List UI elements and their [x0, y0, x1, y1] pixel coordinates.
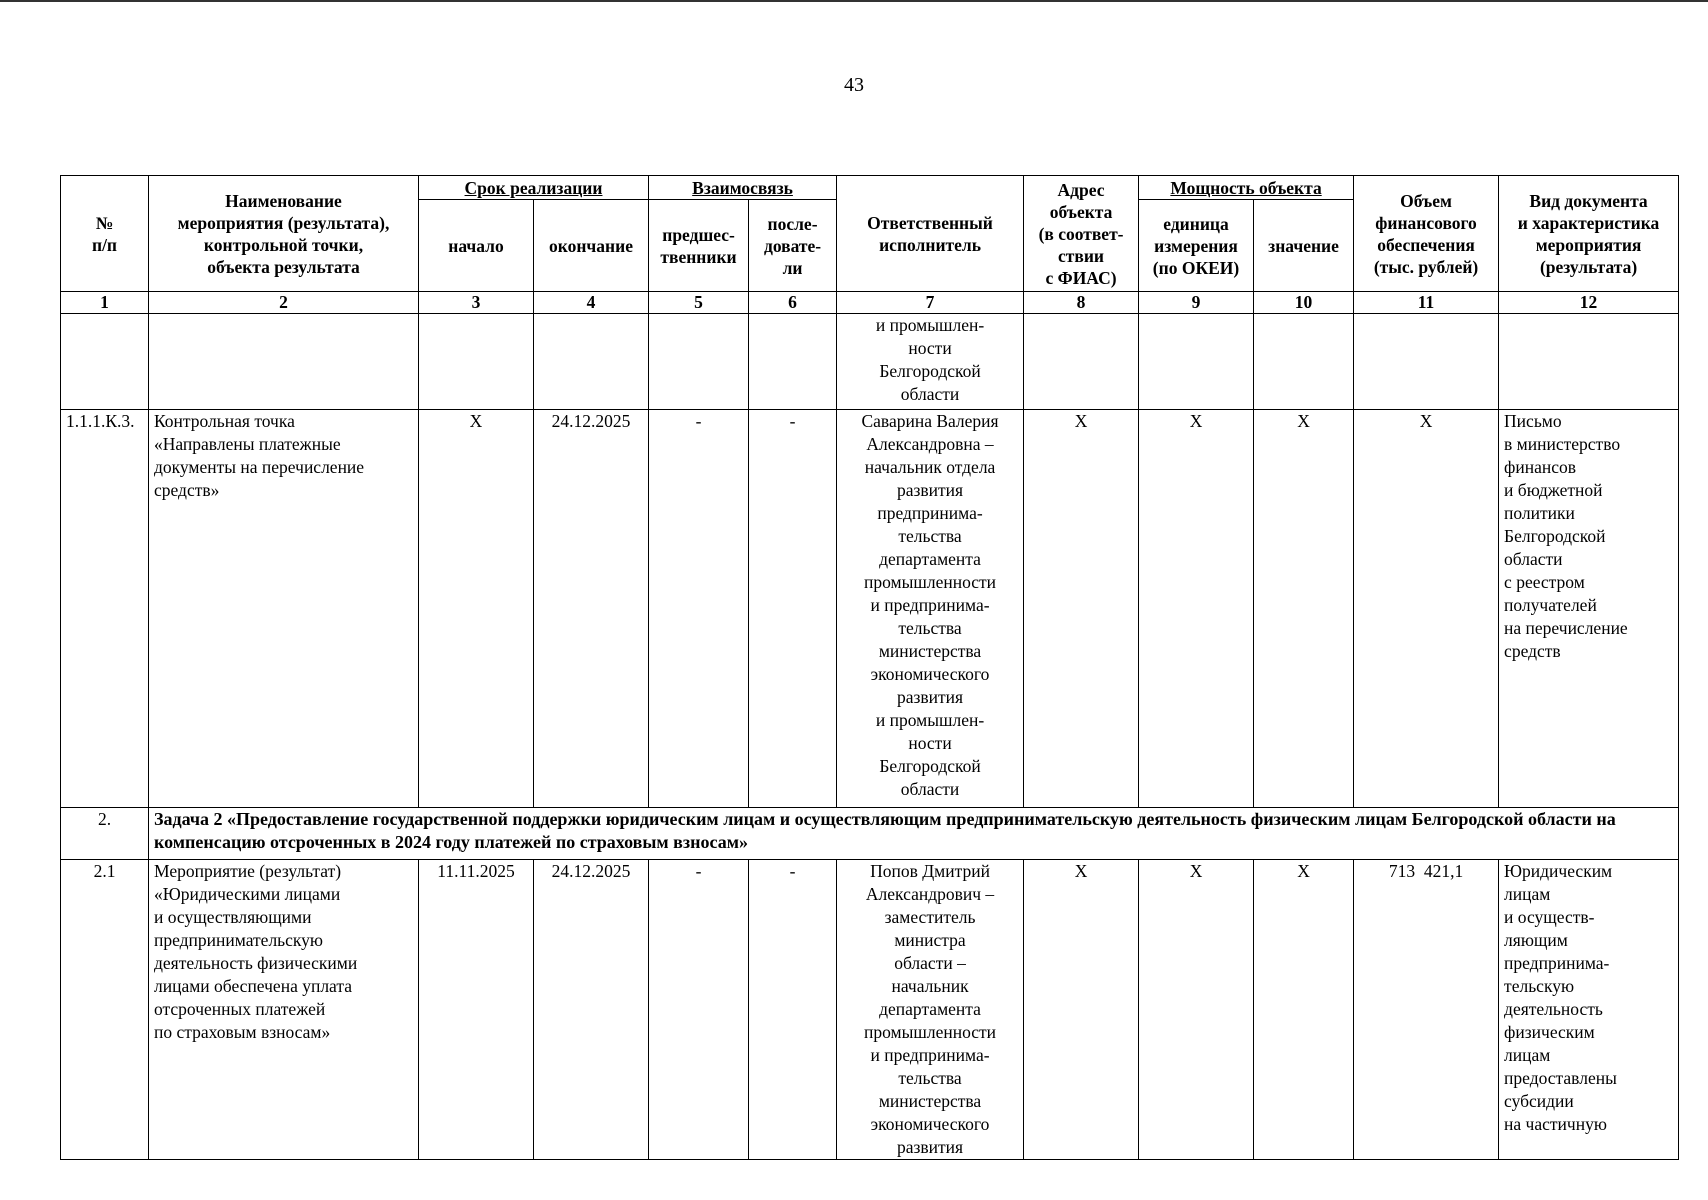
header-end: окончание — [534, 200, 649, 292]
document-type: Юридическим лицам и осуществ- ляющим предпринима- тельскую деятельность физическим лицам предоставлены субсидии на частичную — [1499, 860, 1679, 1160]
header-doc-type: Вид документа и характеристика мероприятия (результата) — [1499, 176, 1679, 292]
finance-volume: Х — [1354, 410, 1499, 808]
top-rule — [0, 0, 1708, 2]
column-number-row — [61, 292, 1679, 314]
header-unit: единица измерения (по ОКЕИ) — [1139, 200, 1254, 292]
object-address: Х — [1024, 410, 1139, 808]
header-capacity: Мощность объекта — [1139, 176, 1354, 200]
successors: - — [749, 410, 837, 808]
col-number: 8 — [1024, 292, 1139, 314]
header-successors: после- довате- ли — [749, 200, 837, 292]
table-row-2-1 — [61, 860, 1679, 1160]
capacity-value: Х — [1254, 410, 1354, 808]
capacity-unit: Х — [1139, 860, 1254, 1160]
col-number: 10 — [1254, 292, 1354, 314]
col-number: 12 — [1499, 292, 1679, 314]
header-finance: Объем финансового обеспечения (тыс. рублей) — [1354, 176, 1499, 292]
header-name: Наименование мероприятия (результата), контрольной точки, объекта результата — [149, 176, 419, 292]
activity-table — [60, 175, 1679, 1160]
col-number: 1 — [61, 292, 149, 314]
header-executor: Ответственный исполнитель — [837, 176, 1024, 292]
col-number: 4 — [534, 292, 649, 314]
executor-cell: Саварина Валерия Александровна – начальник отдела развития предпринима- тельства департамента промышленности и предпринима- тельства министерства экономического развития и промышлен- ности Белгородской области — [837, 410, 1024, 808]
executor-cell: и промышлен- ности Белгородской области — [837, 314, 1024, 410]
header-row-1 — [61, 176, 1679, 200]
header-address: Адрес объекта (в соответ- ствии с ФИАС) — [1024, 176, 1139, 292]
object-address: Х — [1024, 860, 1139, 1160]
executor-cell: Попов Дмитрий Александрович – заместитель министра области – начальник департамента промышленности и предпринима- тельства министерства экономического развития — [837, 860, 1024, 1160]
document-type: Письмо в министерство финансов и бюджетной политики Белгородской области с реестром получателей на перечисление средств — [1499, 410, 1679, 808]
header-start: начало — [419, 200, 534, 292]
predecessors: - — [649, 410, 749, 808]
table-row-1-1-1-k3 — [61, 410, 1679, 808]
col-number: 11 — [1354, 292, 1499, 314]
col-number: 2 — [149, 292, 419, 314]
capacity-value: Х — [1254, 860, 1354, 1160]
task-title: Задача 2 «Предоставление государственной поддержки юридическим лицам и осуществляющим предпринимательскую деятельность физическим лицам Белгородской области на компенсацию отсроченных в 2024 году платежей по страховым взносам» — [149, 808, 1679, 860]
page-number: 43 — [844, 74, 864, 96]
col-number: 7 — [837, 292, 1024, 314]
task-number: 2. — [61, 808, 149, 860]
col-number: 6 — [749, 292, 837, 314]
successors: - — [749, 860, 837, 1160]
predecessors: - — [649, 860, 749, 1160]
finance-volume: 713 421,1 — [1354, 860, 1499, 1160]
activity-name: Мероприятие (результат) «Юридическими лицами и осуществляющими предпринимательскую деятельность физическими лицами обеспечена уплата отсроченных платежей по страховым взносам» — [149, 860, 419, 1160]
end-date: 24.12.2025 — [534, 410, 649, 808]
col-number: 9 — [1139, 292, 1254, 314]
capacity-unit: Х — [1139, 410, 1254, 808]
table-row-continuation — [61, 314, 1679, 410]
activity-name: Контрольная точка «Направлены платежные документы на перечисление средств» — [149, 410, 419, 808]
header-period: Срок реализации — [419, 176, 649, 200]
header-predecessors: предшес- твенники — [649, 200, 749, 292]
start-date: 11.11.2025 — [419, 860, 534, 1160]
header-num: № п/п — [61, 176, 149, 292]
end-date: 24.12.2025 — [534, 860, 649, 1160]
col-number: 5 — [649, 292, 749, 314]
task-2-row — [61, 808, 1679, 860]
start-date: Х — [419, 410, 534, 808]
col-number: 3 — [419, 292, 534, 314]
row-number: 1.1.1.К.3. — [61, 410, 149, 808]
header-value: значение — [1254, 200, 1354, 292]
row-number: 2.1 — [61, 860, 149, 1160]
header-relation: Взаимосвязь — [649, 176, 837, 200]
